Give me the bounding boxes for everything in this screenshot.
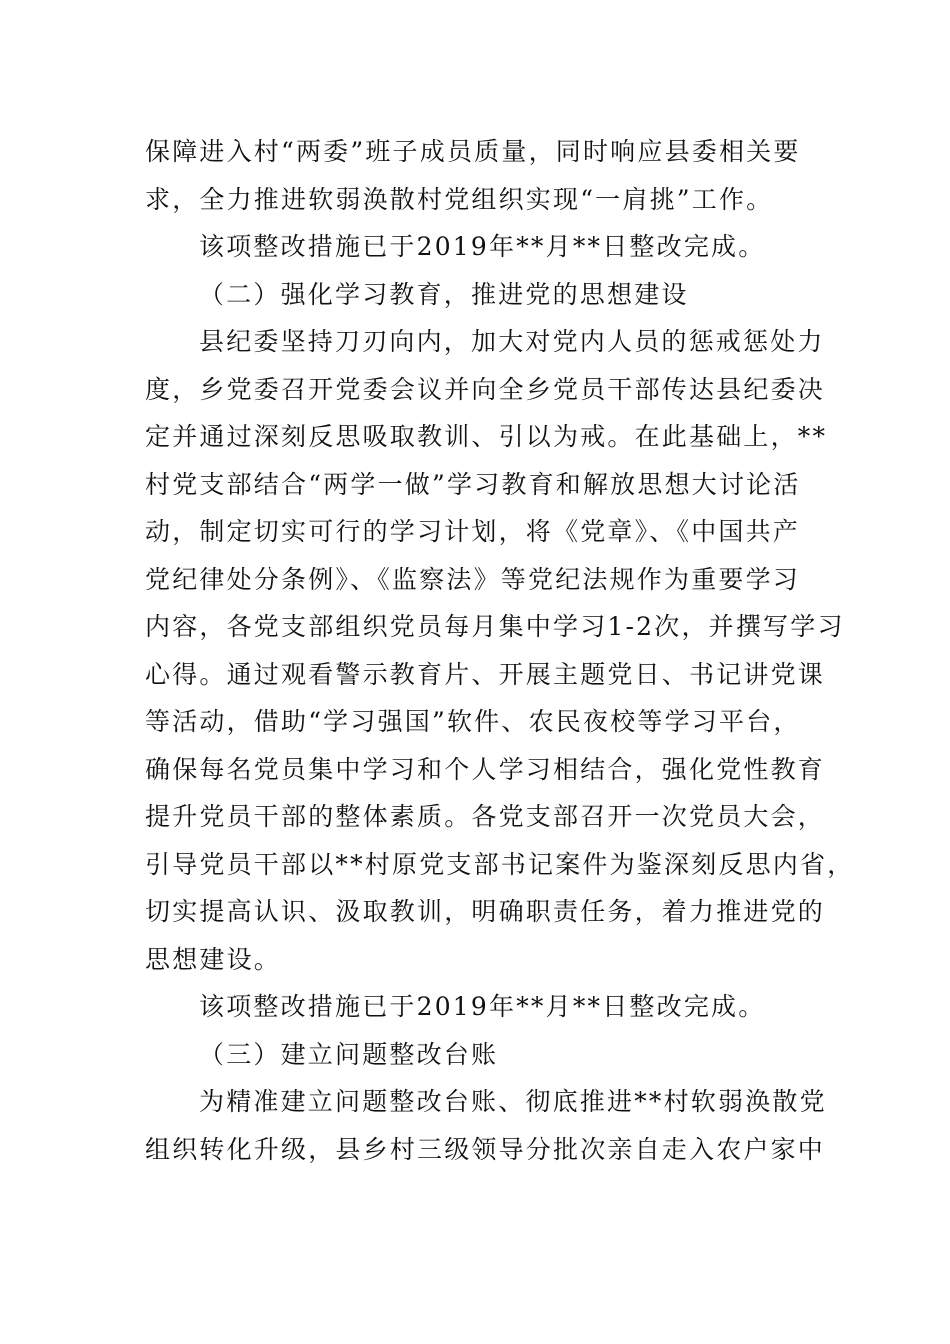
paragraph-continuation [145,128,825,223]
text-line: 等活动，借助“学习强国”软件、农民夜校等学习平台， [145,707,801,736]
text-line: 党纪律处分条例》、《监察法》等党纪法规作为重要学习 [145,564,801,594]
paragraph-study-education [145,318,855,983]
text-line: 心得。通过观看警示教育片、开展主题党日、书记讲党课 [145,659,826,689]
text-line: 确保每名党员集中学习和个人学习相结合，强化党性教育 [145,754,826,784]
document-page [145,128,855,1173]
paragraph-rectification-ledger [145,1078,825,1173]
text-line: 引导党员干部以**村原党支部书记案件为鉴深刻反思内省， [145,849,855,879]
text-line: 提升党员干部的整体素质。各党支部召开一次党员大会， [145,802,826,831]
completion-note [145,983,825,1031]
text-line: 保障进入村“两委”班子成员质量，同时响应县委相关要 [145,137,801,166]
text-line: 村党支部结合“两学一做”学习教育和解放思想大讨论活 [145,469,801,499]
text-line: 切实提高认识、汲取教训，明确职责任务，着力推进党的 [145,897,826,926]
text-line: 内容，各党支部组织党员每月集中学习1-2次，并撰写学习 [145,612,845,641]
text-line: 组织转化升级，县乡村三级领导分批次亲自走入农户家中 [145,1134,826,1164]
text-line: 县纪委坚持刀刃向内，加大对党内人员的惩戒惩处力 [199,327,825,356]
heading-text: （三）建立问题整改台账 [199,1039,499,1069]
heading-text: （二）强化学习教育，推进党的思想建设 [199,279,689,309]
text-line: 求，全力推进软弱涣散村党组织实现“一肩挑”工作。 [145,184,774,214]
section-heading-3 [145,1031,825,1079]
completion-text: 该项整改措施已于2019年**月**日整改完成。 [199,232,766,261]
text-line: 动，制定切实可行的学习计划，将《党章》、《中国共产 [145,517,801,546]
text-line: 定并通过深刻反思吸取教训、引以为戒。在此基础上，** [145,422,828,451]
text-line: 度，乡党委召开党委会议并向全乡党员干部传达县纪委决 [145,374,826,404]
text-line: 为精准建立问题整改台账、彻底推进**村软弱涣散党 [199,1087,827,1116]
text-line: 思想建设。 [145,944,282,974]
completion-text: 该项整改措施已于2019年**月**日整改完成。 [199,992,766,1021]
completion-note [145,223,825,271]
section-heading-2 [145,271,825,319]
